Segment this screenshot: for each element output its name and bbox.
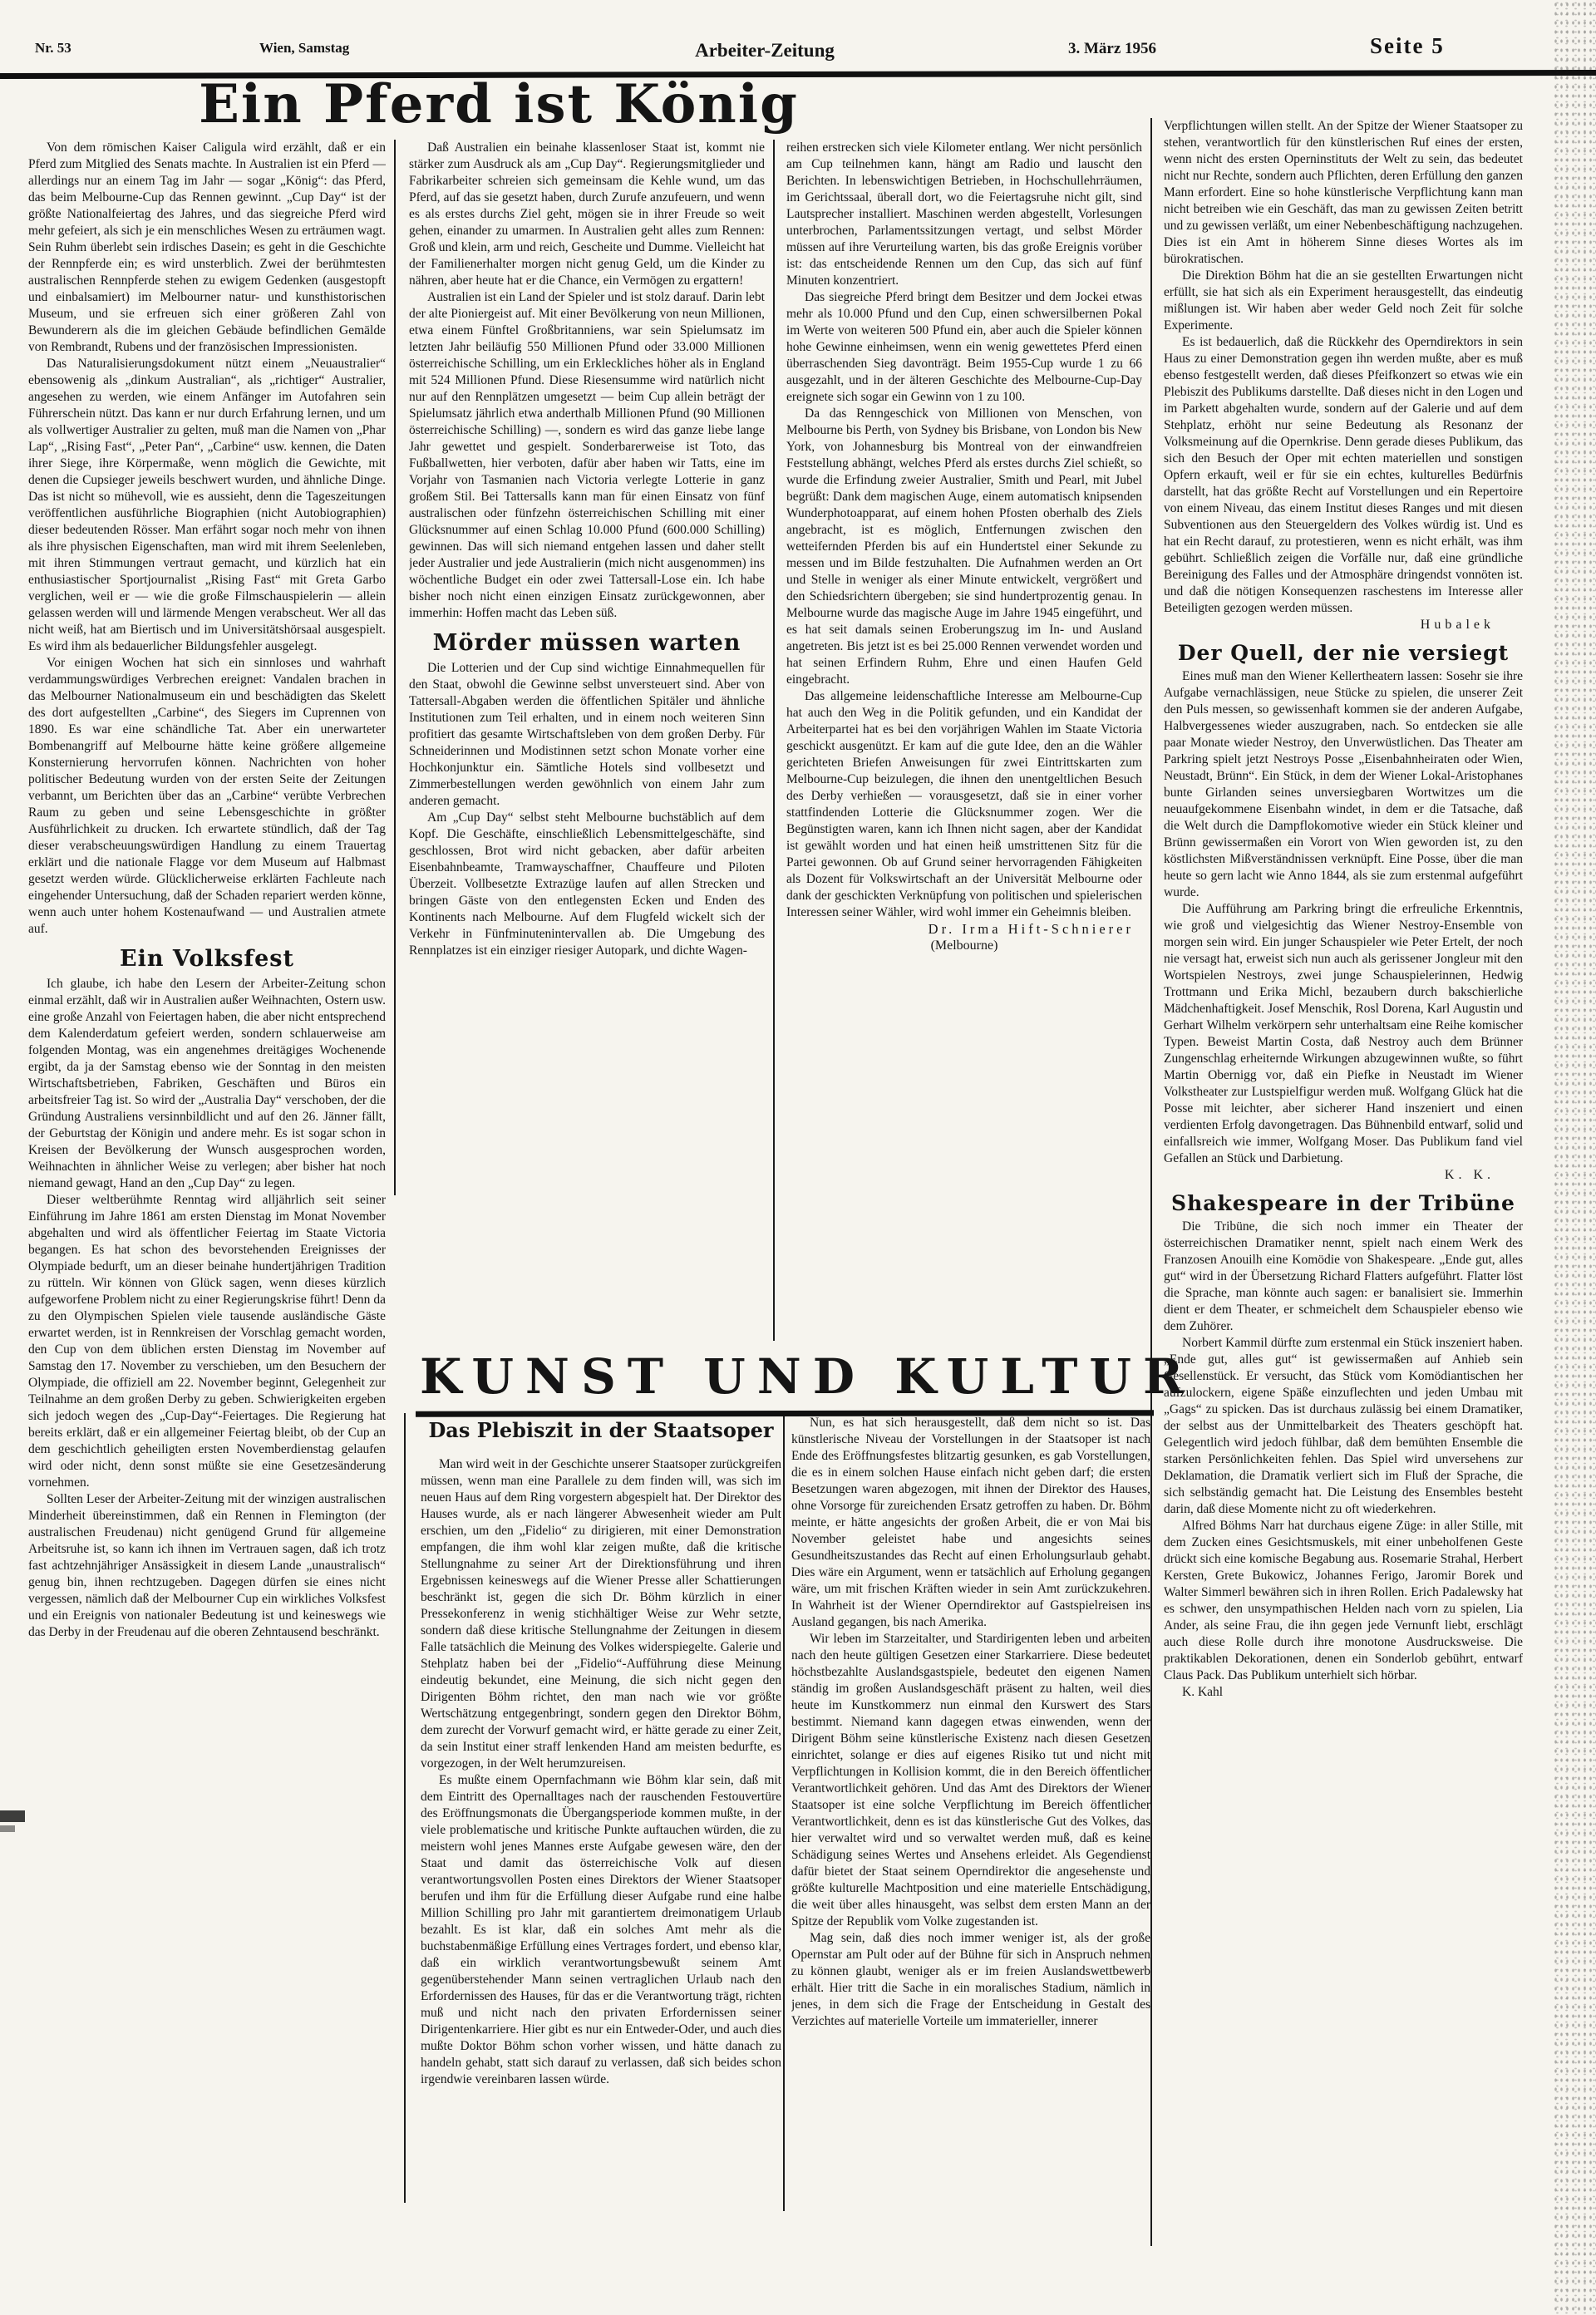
subheading-shakespeare: Shakespeare in der Tribüne	[1171, 1191, 1515, 1215]
issue-number: Nr. 53	[35, 40, 71, 56]
column-3	[786, 140, 1142, 1349]
paragraph: Alfred Böhms Narr hat durchaus eigene Züge: in aller Stille, mit dem Zucken eines Gesichtsmuskels, mit einer unbeholfenen Geste drückt sich eine komische Begabung aus. Rosemarie Strahal, Herbert Kersten, Grete Bukowicz, Johannes Ferigo, Jaromir Borek und Walter Simmerl bewähren sich in ihren Rollen. Erich Padalewsky hat es schwer, den unsympathischen Helden nach vorn zu spielen, Lia Ander, als seine Frau, die ihn gegen jede Vernunft liebt, erschlägt auch diese Rolle durch ihre monotone Ausdrucksweise. Die praktikablen Dekorationen, denen ein Sonderlob gebührt, entwarf Claus Pack. Das Publikum unterhielt sich hörbar.	[1164, 1519, 1523, 1682]
author-location: (Melbourne)	[930, 938, 998, 953]
paragraph: Es mußte einem Opernfachmann wie Böhm klar sein, daß mit dem Eintritt des Opernalltages nach der rauschenden Festouvertüre des Eröffnungsmonats die Übergangsperiode kommen mußte, in der viele problematische und kritische Punkte auftauchen würden, die zu meistern wohl jenes Mannes erste Aufgabe gewesen wäre, den der Staat und damit das österreichische Volk auf diesen verantwortungsvollen Posten eines Direktors der Wiener Staatsoper berufen und ihm für die Erfüllung dieser Aufgabe rund eine halbe Million Schilling pro Jahr mit garantiertem dreimonatigem Urlaub bezahlt. Es ist klar, daß ein solches Amt mehr als die buchstabenmäßige Erfüllung eines Vertrages fordert, und ebenso klar, daß ein wirklich verantwortungsbewußt seinem Amt gegenüberstehender Mann seinen vertraglichen Urlaub nach den Erfordernissen des Hauses, für das er die Verantwortung trägt, richten muß und nicht nach den privaten Erfordernissen seiner Dirigentenkarriere. Hier gibt es nur ein Entweder-Oder, und auch dies mußte Doktor Böhm schon vorher wissen, und hätte danach zu handeln gehabt, statt sich darauf zu verlassen, daß sich beides schon irgendwie vereinbaren lassen würde.	[421, 1773, 781, 2086]
scan-edge-noise	[1553, 0, 1596, 2315]
newspaper-title: Arbeiter-Zeitung	[695, 40, 835, 61]
subheading-quell: Der Quell, der nie versiegt	[1177, 641, 1510, 665]
paragraph: Wir leben im Starzeitalter, und Stardirigenten leben und arbeiten nach den heute gültigen Gesetzen einer Starkarriere. Diese bedeutet höchstbezahlte Auslandsgastspiele, bedeutet den eigenen Namen ständig im großen Auslandsgeschäft präsent zu halten, weil dies heute im Kunstkommerz nun einmal den Kurswert des Stars bestimmt. Niemand kann dagegen etwas einwenden, wenn der Dirigent Böhm seine künstlerische Existenz nach diesen Gesetzen einrichtet, solange er dies auf eigenes Risiko tut und nicht mit Verpflichtungen in Kollision kommt, die in den Bereich öffentlicher Verantwortlichkeit gehören. Und das Amt des Direktors der Wiener Staatsoper ist eine solche Verpflichtung im Bereich öffentlicher Verantwortlichkeit, denn es ist das künstlerische Gut des Volkes, das hier verwaltet wird und so verwaltet werden muß, daß es keine Schädigung seines Wertes und Ansehens erleidet. Als Gegendienst dafür bietet der Staat seinem Operndirektor die angesehenste und größte kulturelle Machtposition und eine materielle Entschädigung, die weit über alles hinausgeht, was selbst dem ersten Mann an der Spitze der Republik vom Volke zugestanden ist.	[791, 1632, 1150, 1928]
article-body	[28, 976, 386, 1641]
edition-label: Wien, Samstag	[259, 40, 350, 56]
paragraph: Vor einigen Wochen hat sich ein sinnloses und wahrhaft verdammungswürdiges Verbrechen ereignet: Vandalen brachen in das Melbourner Nationalmuseum ein und beschädigten das Skelett des dort aufgestellten „Carbine“, des Siegers im Cuprennen von 1890. Es war eine schändliche Tat. Aber ein unerwarteter Bombenangriff auf Melbourne hätte keine größere allgemeine Konsternierung hervorrufen können. Nachrichten von hoher politischer Bedeutung wurden von der ersten Seite der Zeitungen verbannt, um Berichten über das an „Carbine“ verübte Verbrechen Raum zu geben und seine Lebensgeschichte in größter Ausführlichkeit zu drucken. Ich erwartete stündlich, daß der Tag dieser verabscheuungswürdigen Handlung zu einem Trauertag erklärt und die nationale Flagge vor dem Museum auf Halbmast gesetzt werden würde. Glücklicherweise erklärten Fachleute nach eingehender Untersuchung, daß der Schaden repariert werden könne, wenn auch unter hohem Kostenaufwand — und Australien atmete auf.	[28, 656, 386, 936]
author-signature: Dr. Irma Hift-Schnierer	[928, 921, 1134, 937]
paragraph: Die Aufführung am Parkring bringt die erfreuliche Erkenntnis, wie groß und vielgesichtig das Wiener Nestroy-Ensemble von morgen sein wird. Ein junger Schauspieler wie Peter Ertelt, der noch nie versagt hat, erweist sich nun auch als gerissener Jongleur mit den Wortspielen Nestroys, zwei junge Schauspielerinnen, Hedwig Trottmann und Erika Michl, bezaubern durch bakschierliche Mädchenhaftigkeit. Josef Menschik, Rosl Dorena, Karl Augustin und Gerhart Wilhelm verkörpern sehr unterhaltsam eine Reihe komischer Typen. Beweist Martin Costa, daß Nestroy auch dem Brünner Zungenschlag erheiternde Wirkungen abzugewinnen wußte, so führt Martin Obernigg vor, daß ein Piefke in Neustadt im Wiener Volkstheater zur Lustspielfigur werden muß. Wolfgang Glück hat die Posse mit leichter, aber sicherer Hand inszeniert und einen verdienten Erfolg davongetragen. Das Bühnenbild entwarf, solid und einfallsreich wie immer, Wolfgang Moser. Das Publikum fand viel Gefallen an Stück und Darbietung.	[1164, 902, 1523, 1165]
signature-hubalek: Hubalek	[1420, 618, 1495, 632]
plebiszit-column-right	[791, 1415, 1150, 2242]
column-rule	[404, 1413, 406, 2203]
paragraph: Man wird weit in der Geschichte unserer Staatsoper zurückgreifen müssen, wenn man eine Parallele zu dem finden will, was sich im neuen Haus auf dem Ring vorgestern abgespielt hat. Der Direktor des Hauses wurde, als er nach längerer Abwesenheit wieder am Pult erschien, um den „Fidelio“ zu dirigieren, mit einer Demonstration empfangen, die ihm wohl klar zeigen mußte, daß die kritische Stellungnahme zu seiner Art der Direktionsführung und ihren Ergebnissen keineswegs auf die Wiener Presse aller Schattierungen beschränkt ist, gegen die sich Dr. Böhm kürzlich in einer Pressekonferenz in wenig stichhältiger Weise zur Wehr setzte, sondern daß diese kritische Stellungnahme der Zeitungen in diesem Falle tatsächlich die Meinung des Volkes widerspiegelte. Galerie und Stehplatz haben bei der „Fidelio“-Aufführung diese Meinung eindeutig bekundet, eine Meinung, die sich nicht gegen den Dirigenten Böhm richtet, den man nach wie vor größte Wertschätzung entgegenbringt, sondern gegen den Direktor Böhm, dem zurecht der Vorwurf gemacht wird, er hätte gerade zu einer Zeit, da sein Institut einer straff lenkenden Hand am meisten bedurfte, es vorgezogen, in der Welt herumzureisen.	[421, 1457, 781, 1771]
column-2	[409, 140, 765, 1345]
paragraph: Das siegreiche Pferd bringt dem Besitzer und dem Jockei etwas mehr als 10.000 Pfund und den Cup, einen schwersilbernen Pokal im Werte von weiteren 500 Pfund ein, aber auch die Spieler können hohe Gewinne einheimsen, wenn ein wenig gewettetes Pferd einen überraschenden Sieg davonträgt. Beim 1955-Cup wurde 1 zu 66 ausgezahlt, und in der älteren Geschichte des Melbourne-Cup-Day ereignete sich sogar ein Gewinn von 1 zu 100.	[786, 290, 1142, 404]
column-rule	[1150, 118, 1152, 2246]
subheading-moerder: Mörder müssen warten	[432, 630, 741, 656]
paragraph: Eines muß man den Wiener Kellertheatern lassen: Sosehr sie ihre Aufgabe vernachlässigen, neue Stücke zu spielen, die unserer Zeit den Puls messen, so gewissenhaft kommen sie der anderen Aufgabe, Halbvergessenes wieder auszugraben, nach. So entdecken sie alle paar Monate wieder Nestroy, den Unverwüstlichen. Das Theater am Parkring spielt jetzt Nestroys Posse „Eisenbahnheiraten oder Wien, Neustadt, Brünn“. Ein Stück, in dem der Wiener Lokal-Aristophanes bunte Girlanden seines unversiegbaren Wortwitzes um die neuaufgekommene Eisenbahn windet, in dem er die Tatsache, daß die Welt durch die Dampflokomotive wieder ein Stück kleiner und Brünn gewissermaßen ein Vorort von Wien geworden ist, zu den köstlichsten Mißverständnissen verknüpft. Eine Posse, über die man heute so gern lacht wie Anno 1844, als sie zum erstenmal aufgeführt wurde.	[1164, 669, 1523, 899]
article-body	[1164, 268, 1523, 617]
paragraph: Nun, es hat sich herausgestellt, daß dem nicht so ist. Das künstlerische Niveau der Vorstellungen in der Staatsoper ist nach Ende des Eröffnungsfestes blitzartig gesunken, es gab Vorstellungen, die es in einem solchen Hause einfach nicht geben darf; die ersten Besetzungen waren abgezogen, mit ihnen der Direktor des Hauses, ohne Vorsorge für zureichenden Ersatz getroffen zu haben. Dr. Böhm meinte, er hätte angesichts der großen Arbeit, die er von Mai bis November geleistet habe und angesichts seines Gesundheitszustandes das Recht auf einen Erholungsurlaub gehabt. Dies wäre ein Argument, wenn er tatsächlich auf Erholung gegangen wäre, um mit frischen Kräften wieder in sein Amt zurückzukehren. In Wahrheit ist der Wiener Operndirektor auf Gastspielreisen ins Ausland gegangen, bis nach Amerika.	[791, 1416, 1150, 1629]
scan-smudge	[0, 1810, 25, 1822]
paragraph: Das Naturalisierungsdokument nützt einem „Neuaustralier“ ebensowenig als „dinkum Australian“, als „richtiger“ Australier, angesehen zu werden, wie einem Anfänger im Autofahren sein Führerschein nützt. Das kann er nur durch Erfahrung lernen, und um als vollwertiger Australier zu gelten, muß man die Namen von „Phar Lap“, „Rising Fast“, „Peter Pan“, „Carbine“ usw. kennen, die Daten ihrer Siege, ihre Körpermaße, wenn möglich die Gewichte, mit denen die Cupsieger jeweils beschwert wurden, und ähnliche Dinge. Das ist nicht so mühevoll, wie es aussieht, denn die Tageszeitungen veröffentlichen ausführliche Biographien (nicht Autobiographien) dieser bedeutenden Rösser. Man erfährt sogar noch mehr von ihnen als ihre physischen Eigenschaften, man wird mit ihrem Seelenleben, mit ihren Stimmungen vertraut gemacht, und kürzlich hat ein enthusiastischer Sportjournalist „Rising Fast“ mit Greta Garbo verglichen, weil er — wie die große Filmschauspielerin — allein gelassen werden will und lärmende Mengen verabscheut. Wer all das nicht weiß, hat am Biertisch und im Universitätshörsaal ausgespielt. Es wird ihm als bedauerlicher Bildungsfehler ausgelegt.	[28, 357, 386, 653]
paragraph: Norbert Kammil dürfte zum erstenmal ein Stück inszeniert haben. „Ende gut, alles gut“ ist gewissermaßen auf Anhieb sein Gesellenstück. Er versucht, das Stück vom Komödiantischen her aufzulockern, eigene Späße einzuflechten und jeden Umbau mit „Gags“ zu spicken. Das ist durchaus zulässig bei einem Dramatiker, der selbst aus der Unmittelbarkeit des Theaters geschöpft hat. Gelegentlich wird jedoch fühlbar, daß dem bemühten Ensemble die starken Persönlichkeiten fehlen. Das Spiel wird unversehens zur Deklamation, die Dramatik verliert sich im Fluß der Sprache, die sich selbständig gemacht hat. Die Leistung des Ensembles besteht darin, daß diese Momente nicht zu oft wiederkehren.	[1164, 1336, 1523, 1516]
subheading-plebiszit: Das Plebiszit in der Staatsoper	[428, 1418, 774, 1442]
paragraph: Am „Cup Day“ selbst steht Melbourne buchstäblich auf dem Kopf. Die Geschäfte, einschließlich Lebensmittelgeschäfte, sind geschlossen, Brot wird nicht gebacken, aber dafür arbeiten Eisenbahnbeamte, Tramwayschaffner, Chauffeure und Piloten Überzeit. Vollbesetzte Extrazüge laufen auf allen Strecken und bringen Gäste von den entlegensten Ecken und Enden des Kontinents nach Melbourne. Auf dem Flugfeld wickelt sich der Verkehr in Fünfminutenintervallen ab. Die Umgebung des Rennplatzes ist ein einziger riesiger Autopark, und dichte Wagen-	[409, 810, 765, 958]
paragraph: Das allgemeine leidenschaftliche Interesse am Melbourne-Cup hat auch den Weg in die Politik gefunden, und ein Kandidat der Arbeiterpartei hat es bei den vorjährigen Wahlen im Staate Victoria geschickt ausgenützt. Er kam auf die gute Idee, den an die Wähler gerichteten Briefen Anweisungen für zwei Eintrittskarten zum Melbourne-Cup beizulegen, die ihnen den unentgeltlichen Besuch des Derby verhießen — vorausgesetzt, daß sie in einer vorher stattfindenden Lotterie die Glücksnummer zogen. Wer die Begünstigten waren, kann ich Ihnen nicht sagen, aber der Kandidat ist gewählt worden und hat einen heiß umstrittenen Sitz für die Partei gewonnen. Ob auf Grund seiner hervorragenden Fähigkeiten als Dozent für Volkswirtschaft an der Universität Melbourne oder dank der geschickten Verknüpfung von politischen und spielerischen Interessen seiner Wähler, wird wohl immer ein Geheimnis bleiben.	[786, 689, 1142, 919]
article-body	[786, 289, 1142, 921]
column-4	[1164, 118, 1523, 2138]
paragraph: Es ist bedauerlich, daß die Rückkehr des Operndirektors in sein Haus zu einer Demonstration gegen ihn werden mußte, aber es muß ebenso festgestellt werden, daß dieses Pfeifkonzert so etwas wie ein Plebiszit des Publikums darstellte. Daß dieses nicht in den Logen und im Parkett abgehalten wurde, sondern auf der Galerie und auf dem Stehplatz, erhöht nur seine Bedeutung als Resonanz der Volksmeinung auf die Opernkrise. Denn gerade dieses Publikum, das sich den Besuch der Oper mit echten materiellen und sonstigen Opfern erkauft, weil er für sie ein echtes, kulturelles Bedürfnis darstellt, hat das größte Recht auf Vorstellungen und ein Repertoire von einem Niveau, das einem Institut dieses Ranges und mit diesen Subventionen aus den Steuergeldern des Volkes würdig ist. Und es hat ein Recht darauf, zu protestieren, wenn es nicht erhält, was ihm gebührt. Schließlich zeigen die Vorfälle nur, daß eine gründliche Bereinigung des Falles und der Atmosphäre dringendst vonnöten ist. und daß die nötigen Konsequenzen raschestens im Interesse aller Beteiligten gezogen werden müssen.	[1164, 335, 1523, 615]
article-body	[791, 1415, 1150, 2030]
paragraph: Daß Australien ein beinahe klassenloser Staat ist, kommt nie stärker zum Ausdruck als am „Cup Day“. Regierungsmitglieder und Fabrikarbeiter schreien sich gemeinsam die Kehle wund, um das Pferd, auf das sie gesetzt haben, durch Zurufe anzufeuern, und wenn es als erstes durchs Ziel geht, mögen sie in ihrer Freude so weit gehen, einander zu umarmen. In Australien geht alles zum Rennen: Groß und klein, arm und reich, Gescheite und Dumme. Vielleicht hat der Familienerhalter morgen nicht genug Geld, um die Kinder zu nähren, aber heute hat er die Chance, ein Vermögen zu ergattern!	[409, 140, 765, 288]
page-number: Seite 5	[1370, 33, 1445, 58]
column-rule	[773, 140, 775, 1341]
paragraph: Mag sein, daß dies noch immer weniger ist, als der große Opernstar am Pult oder auf der Bühne für sich in Anspruch nehmen zu können glaubt, weniger als er im freien Auslandswettbewerb erhält. Hier tritt die Sache in ein moralisches Stadium, nämlich in jenes, in dem sich die Frage der Entscheidung in Gestalt des Verzichtes auf materielle Vorteile um immaterieller, innerer	[791, 1931, 1150, 2028]
paragraph: Von dem römischen Kaiser Caligula wird erzählt, daß er ein Pferd zum Mitglied des Senats machte. In Australien ist ein Pferd — allerdings nur an einem Tag im Jahr — sogar „König“: das Pferd, das beim Melbourne-Cup das Rennen gewinnt. „Cup Day“ ist der größte Nationalfeiertag des Jahres, und das siegreiche Pferd wird mehr gefeiert, als sich je ein menschliches Wesen zu erträumen wagt. Sein Ruhm überlebt sein irdisches Dasein; es geht in die Geschichte der Rennpferde ein; es wird unsterblich. Zwei der berühmtesten australischen Rennpferde stehen zu ewigem Gedenken (ausgestopft und einbalsamiert) im Melbourner natur- und kunsthistorischen Museum, und sie erfreuen sich einer größeren Zahl von Bewunderern als die im gleichen Gebäude befindlichen Gemälde von Rembrandt, Rubens und der französischen Impressionisten.	[28, 140, 386, 354]
column-rule	[783, 1413, 785, 2211]
column-1	[28, 140, 386, 2135]
signature-kk: K. K.	[1444, 1168, 1495, 1182]
paragraph: Dieser weltberühmte Renntag wird alljährlich seit seiner Einführung im Jahre 1861 am ersten Dienstag im Monat November abgehalten und wird als öffentlicher Feiertag im Staate Victoria begangen. Es hat schon des bevorstehenden Ereignisses der Olympiade bedurft, um an dieser beinahe hundertjährigen Tradition zu rütteln. Wir können von Glück sagen, wenn dieses kürzlich aufgeworfene Problem nicht zu einer Regierungskrise führt! Denn da zu den Olympischen Spielen viele tausende ausländische Gäste erwartet werden, ist in Rennkreisen der Vorschlag gemacht worden, den Cup von dem üblichen ersten Dienstag im November auf Samstag den 17. November zu verschieben, um den Besuchern der Olympiade, die offiziell am 22. November beginnt, Gelegenheit zur Teilnahme an dem großen Derby zu geben. Schwierigkeiten ergeben sich jedoch wegen des „Cup-Day“-Feiertages. Die Regierung hat bereits erklärt, daß er ein allgemeiner Feiertag bleibt, ob der Cup an dem geschichtlich geheiligten ersten Novemberdienstag gelaufen wird oder nicht, denn sonst müßte sie eine Gesetzesänderung vornehmen.	[28, 1193, 386, 1490]
main-headline: Ein Pferd ist König	[199, 73, 799, 135]
paragraph-continuation: Verpflichtungen willen stellt. An der Spitze der Wiener Staatsoper zu stehen, verantwortlich für den künstlerischen Ruf eines der ersten, wenn nicht des ersten Operninstituts der Welt zu sein, das bedeutet nicht nur Rechte, sondern auch Pflichten, deren Erfüllung den ganzen Mann erfordert. Eine so hohe künstlerische Verpflichtung kann man nicht betreiben wie ein Geschäft, das man zu gewissen Zeiten betritt und zu gewissen verläßt, um einer Nebenbeschäftigung nachzugehen. Dies ist ein Amt in höherem Sinne dieses Wortes als im bürokratischen.	[1164, 119, 1523, 266]
paragraph: Australien ist ein Land der Spieler und ist stolz darauf. Darin lebt der alte Pioniergeist auf. Mit einer Bevölkerung von neun Millionen, etwa einem Fünftel Großbritanniens, war sein Spielumsatz im letzten Jahr beiläufig 550 Millionen Pfund oder 33.000 Millionen österreichische Schilling, um ein Erkleckliches höher als in England mit 524 Millionen Pfund. Diese Riesensumme wird natürlich nicht nur auf den Rennplätzen umgesetzt — beim Cup allein beträgt der Spielumsatz jährlich etwa anderthalb Millionen Pfund (90 Millionen österreichische Schilling) —, sondern es wird das ganze liebe lange Jahr gewettet und gespielt. Sonderbarerweise ist Toto, das Fußballwetten, hier verboten, dafür aber haben wir Tatts, eine im Vorjahr von Tasmanien nach Victoria verlegte Lotterie in ganz großem Stil. Bei Tattersalls kann man für einen Einsatz von fünf australischen oder fünfzehn österreichischen Schilling mit einer Glücksnummer auf einen Schlag 10.000 Pfund (600.000 Schilling) gewinnen. Das will sich niemand entgehen lassen und daher stellt jeder Australier und jede Australierin (mich nicht ausgenommen) ins wöchentliche Budget ein oder zwei Tattersall-Lose ein. Ich habe bisher noch nicht einen einzigen Einsatz zurückgewonnen, aber immerhin: Hoffen macht das Leben süß.	[409, 290, 765, 620]
plebiszit-column-left	[421, 1456, 781, 2234]
paragraph: Sollten Leser der Arbeiter-Zeitung mit der winzigen australischen Minderheit übereinstimmen, daß ein Rennen in Flemington (der australischen Freudenau) nicht genügend Grund für allgemeine Arbeitsruhe ist, so kann ich ihnen im Vertrauen sagen, daß ich trotz fast achtzehnjähriger Ansässigkeit in diesem Lande „unaustralisch“ genug bin, ihnen rechtzugeben. Dagegen dürfen sie eines nicht vergessen, nämlich daß der Melbourner Cup ein wirkliches Volksfest und ein Ereignis von nationaler Bedeutung ist und keineswegs wie das Derby in der Freudenau auf die oberen Zehntausend beschränkt.	[28, 1492, 386, 1639]
paragraph: K. Kahl	[1182, 1685, 1224, 1699]
article-body	[28, 140, 386, 938]
article-body	[1164, 1219, 1523, 1701]
subheading-volksfest: Ein Volksfest	[120, 946, 294, 972]
paragraph: Da das Renngeschick von Millionen von Menschen, von Melbourne bis Perth, von Sydney bis Brisbane, von London bis New York, von Johannesburg bis Montreal von der einwandfreien Feststellung abhängt, welches Pferd als erstes durchs Ziel schießt, so wurde die Erfindung zweier Australier, Smith und Pearl, mit Jubel begrüßt: Dank dem magischen Auge, einem automatisch knipsenden Wunderphotoapparat, auf einem hohen Pfosten oberhalb des Ziels angebracht, ist es möglich, Entfernungen zwischen den wetteifernden Pferden bis auf ein Hundertstel einer Sekunde zu messen und im Bilde festzuhalten. Die Aufnahmen werden an Ort und Stelle in weniger als einer Minute entwickelt, vergrößert und den Schiedsrichtern übergeben; sie sind hundertprozentig genau. In Melbourne wurde das magische Auge im Jahre 1945 eingeführt, und es hat seit damals seinen Eroberungszug im In- und Ausland angetreten. Bis jetzt ist es bei 25.000 Rennen verwendet worden und hat seinen Erfindern Ruhm, Ehre und einen Haufen Geld eingebracht.	[786, 406, 1142, 687]
section-banner-kunst-und-kultur: KUNST UND KULTUR	[420, 1348, 1195, 1405]
paragraph: Ich glaube, ich habe den Lesern der Arbeiter-Zeitung schon einmal erzählt, daß wir in Australien außer Weihnachten, Ostern usw. eine große Anzahl von Feiertagen haben, die aber nicht entsprechend dem Kalenderdatum gefeiert werden, sondern schlauerweise am folgenden Montag, was ein angenehmes dreitägiges Wochenende ergibt, da ja der Samstag ebenso wie der Sonntag in den meisten Wirtschaftsbetrieben, Fabriken, Geschäften und Büros ein arbeitsfreier Tag ist. So wird der „Australia Day“ verschoben, der die Gründung Australiens versinnbildlicht und auf den 26. Jänner fällt, der Geburtstag der Königin und andere mehr. Es ist sogar schon in Kreisen der Bevölkerung der Wunsch ausgesprochen worden, Weihnachten in ähnlicher Weise zu verlegen; aber bisher hat noch niemand gewagt, Hand an den „Cup Day“ zu legen.	[28, 977, 386, 1190]
article-body	[409, 140, 765, 622]
article-body	[421, 1456, 781, 2088]
paragraph: Die Lotterien und der Cup sind wichtige Einnahmequellen für den Staat, obwohl die Gewinne selbst unversteuert sind. Aber von Tattersall-Abgaben werden die öffentlichen Spitäler und ähnliche Institutionen zum Teil erhalten, und in einem noch weiteren Sinn profitiert das gesamte Wirtschaftsleben von dem großen Derby. Für Schneiderinnen und Modistinnen setzt schon Monate vorher eine Hochkonjunktur ein. Sämtliche Hotels sind vollbesetzt und Zimmerbestellungen werden gewöhnlich von einem Jahr zum anderen gemacht.	[409, 661, 765, 808]
paragraph: Die Tribüne, die sich noch immer ein Theater der österreichischen Dramatiker nennt, spielt nach einem Werk des Franzosen Anouilh eine Komödie von Shakespeare. „Ende gut, alles gut“ wird in der Übersetzung Richard Flatters aufgeführt. Flatter löst die Sprache, man könnte auch sagen: er banalisiert sie. Immerhin dient er dem Theater, er schmeichelt dem Schauspieler ebenso wie dem Zuhörer.	[1164, 1219, 1523, 1333]
paragraph: Die Direktion Böhm hat die an sie gestellten Erwartungen nicht erfüllt, sie hat sich als ein Experiment herausgestellt, das eindeutig mißlungen ist. Wir haben aber weder Geld noch Zeit für solche Experimente.	[1164, 268, 1523, 332]
article-body	[1164, 668, 1523, 1167]
issue-date: 3. März 1956	[1068, 40, 1157, 57]
scan-smudge	[0, 1825, 15, 1832]
article-body	[409, 660, 765, 959]
paragraph-continuation: reihen erstrecken sich viele Kilometer entlang. Wer nicht persönlich am Cup teilnehmen kann, hängt am Radio und lauscht den Berichten. In lebenswichtigen Betrieben, in Hochschullehrräumen, im Gerichtssaal, überall dort, wo die Feiertagsruhe nicht gilt, sind Lautsprecher installiert. Maschinen werden abgestellt, Vorlesungen unterbrochen, Parlamentssitzungen vertagt, und selbst Mörder müssen auf ihre Verurteilung warten, bis das große Ereignis vorüber ist: das entscheidende Rennen um den Cup, das sich auf fünf Minuten konzentriert.	[786, 140, 1142, 288]
column-rule	[394, 140, 396, 1195]
